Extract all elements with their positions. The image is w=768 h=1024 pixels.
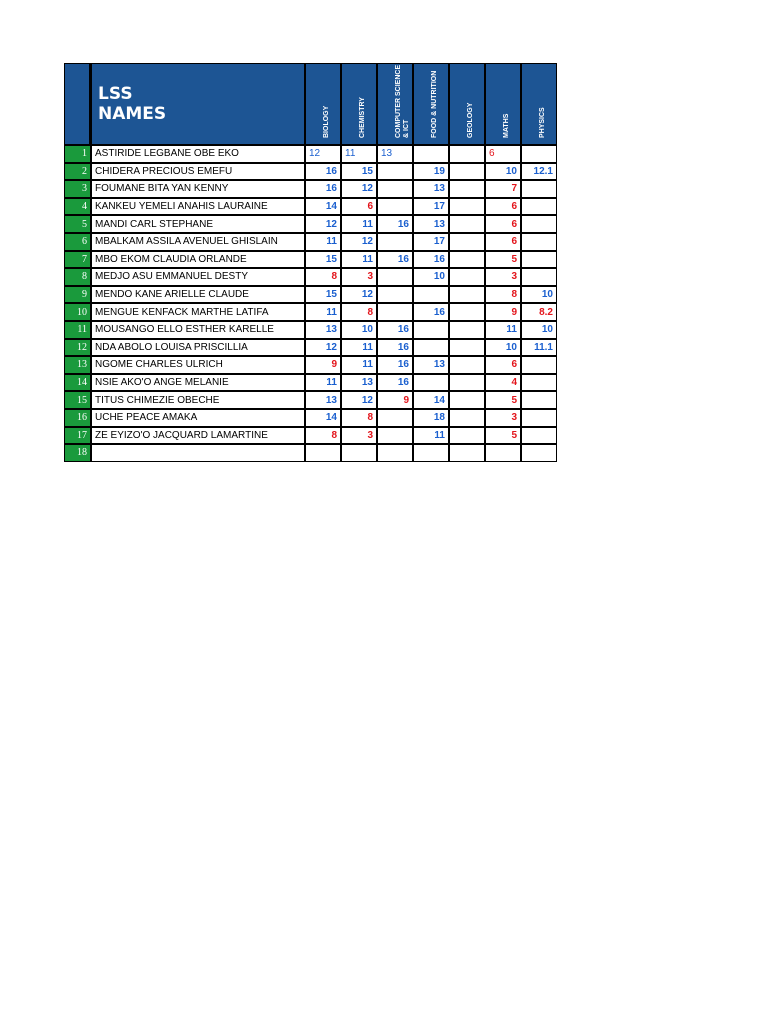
table-row [64, 374, 557, 392]
table-row [64, 444, 557, 462]
score-cell[interactable]: 8 [305, 427, 341, 445]
subject-header-computer-science[interactable] [377, 63, 413, 145]
score-cell[interactable]: 14 [413, 391, 449, 409]
score-cell[interactable] [449, 251, 485, 269]
subject-header-maths[interactable] [485, 63, 521, 145]
row-number[interactable]: 9 [64, 286, 91, 304]
score-cell[interactable]: 15 [341, 163, 377, 181]
score-cell[interactable] [521, 268, 557, 286]
score-cell[interactable]: 17 [413, 198, 449, 216]
score-cell[interactable]: 18 [413, 409, 449, 427]
student-name-cell[interactable]: TITUS CHIMEZIE OBECHE [91, 391, 305, 409]
score-cell[interactable]: 12 [341, 286, 377, 304]
score-cell[interactable] [377, 268, 413, 286]
row-number[interactable]: 7 [64, 251, 91, 269]
score-cell[interactable]: 11 [413, 427, 449, 445]
subject-header-food-nutrition[interactable] [413, 63, 449, 145]
score-cell[interactable]: 12 [305, 339, 341, 357]
student-name-cell[interactable]: NDA ABOLO LOUISA PRISCILLIA [91, 339, 305, 357]
score-cell[interactable]: 16 [413, 251, 449, 269]
row-number[interactable]: 6 [64, 233, 91, 251]
score-cell[interactable]: 11 [341, 251, 377, 269]
score-cell[interactable]: 19 [413, 163, 449, 181]
score-cell[interactable] [449, 391, 485, 409]
score-cell[interactable] [521, 427, 557, 445]
subject-label: FOOD & NUTRITION [431, 70, 438, 138]
score-cell[interactable] [449, 339, 485, 357]
score-cell[interactable]: 6 [485, 145, 521, 163]
score-cell[interactable]: 12 [341, 233, 377, 251]
score-cell[interactable]: 4 [485, 374, 521, 392]
score-cell[interactable] [449, 198, 485, 216]
score-cell[interactable]: 8 [341, 409, 377, 427]
score-cell[interactable] [521, 251, 557, 269]
score-cell[interactable]: 7 [485, 180, 521, 198]
score-cell[interactable]: 15 [305, 251, 341, 269]
score-cell[interactable] [449, 427, 485, 445]
score-cell[interactable] [449, 374, 485, 392]
student-name-cell[interactable]: UCHE PEACE AMAKA [91, 409, 305, 427]
score-cell[interactable]: 13 [413, 180, 449, 198]
subject-label: COMPUTER SCIENCE & ICT [395, 64, 410, 138]
score-cell[interactable]: 16 [377, 251, 413, 269]
score-cell[interactable]: 16 [377, 356, 413, 374]
score-cell[interactable]: 13 [305, 321, 341, 339]
score-cell[interactable] [377, 286, 413, 304]
score-cell[interactable]: 11 [305, 303, 341, 321]
table-row [64, 391, 557, 409]
score-cell[interactable] [521, 198, 557, 216]
score-cell[interactable] [449, 286, 485, 304]
score-cell[interactable] [413, 444, 449, 462]
student-name-cell[interactable]: NSIE AKO'O ANGE MELANIE [91, 374, 305, 392]
score-cell[interactable]: 13 [305, 391, 341, 409]
table-row [64, 339, 557, 357]
score-cell[interactable]: 10 [485, 339, 521, 357]
header-title-line2: NAMES [98, 104, 167, 124]
table-row [64, 215, 557, 233]
student-name-cell[interactable]: MBO EKOM CLAUDIA ORLANDE [91, 251, 305, 269]
score-cell[interactable] [341, 444, 377, 462]
score-cell[interactable] [377, 233, 413, 251]
score-cell[interactable]: 11 [341, 215, 377, 233]
row-number[interactable]: 8 [64, 268, 91, 286]
score-cell[interactable] [377, 198, 413, 216]
subject-label: BIOLOGY [323, 105, 330, 138]
row-number[interactable]: 11 [64, 321, 91, 339]
score-cell[interactable]: 8 [305, 268, 341, 286]
score-cell[interactable]: 14 [305, 198, 341, 216]
score-cell[interactable] [449, 233, 485, 251]
student-name-cell[interactable]: NGOME CHARLES ULRICH [91, 356, 305, 374]
score-cell[interactable]: 5 [485, 427, 521, 445]
score-cell[interactable] [521, 233, 557, 251]
score-cell[interactable] [449, 409, 485, 427]
table-row [64, 163, 557, 181]
header-row [64, 63, 557, 145]
score-cell[interactable]: 3 [485, 409, 521, 427]
score-cell[interactable]: 12 [341, 391, 377, 409]
score-cell[interactable] [449, 215, 485, 233]
score-cell[interactable]: 10 [413, 268, 449, 286]
student-name-cell[interactable]: MENDO KANE ARIELLE CLAUDE [91, 286, 305, 304]
student-name-cell[interactable]: MENGUE KENFACK MARTHE LATIFA [91, 303, 305, 321]
score-cell[interactable]: 3 [485, 268, 521, 286]
score-cell[interactable]: 9 [485, 303, 521, 321]
student-name-cell[interactable]: MEDJO ASU EMMANUEL DESTY [91, 268, 305, 286]
score-cell[interactable] [305, 444, 341, 462]
score-cell[interactable]: 13 [413, 215, 449, 233]
subject-label: CHEMISTRY [359, 97, 366, 138]
score-cell[interactable]: 16 [377, 374, 413, 392]
score-cell[interactable]: 16 [377, 215, 413, 233]
subject-header-biology[interactable] [305, 63, 341, 145]
header-corner-cell [64, 63, 91, 145]
subject-header-physics[interactable] [521, 63, 557, 145]
student-name-cell[interactable]: FOUMANE BITA YAN KENNY [91, 180, 305, 198]
row-number[interactable]: 15 [64, 391, 91, 409]
score-cell[interactable] [521, 145, 557, 163]
row-number[interactable]: 3 [64, 180, 91, 198]
score-cell[interactable]: 3 [341, 268, 377, 286]
row-number[interactable]: 16 [64, 409, 91, 427]
score-cell[interactable] [413, 145, 449, 163]
row-number[interactable]: 2 [64, 163, 91, 181]
score-cell[interactable] [413, 339, 449, 357]
score-cell[interactable]: 11 [305, 233, 341, 251]
row-number[interactable]: 10 [64, 303, 91, 321]
row-number[interactable]: 13 [64, 356, 91, 374]
student-name-cell[interactable]: CHIDERA PRECIOUS EMEFU [91, 163, 305, 181]
score-cell[interactable]: 12 [305, 145, 341, 163]
score-cell[interactable] [521, 391, 557, 409]
score-cell[interactable] [521, 374, 557, 392]
score-cell[interactable]: 10 [341, 321, 377, 339]
student-name-cell[interactable]: MBALKAM ASSILA AVENUEL GHISLAIN [91, 233, 305, 251]
score-cell[interactable] [449, 163, 485, 181]
score-cell[interactable] [521, 409, 557, 427]
score-cell[interactable] [485, 444, 521, 462]
score-cell[interactable]: 16 [413, 303, 449, 321]
score-cell[interactable]: 6 [485, 198, 521, 216]
table-row [64, 198, 557, 216]
score-cell[interactable] [449, 145, 485, 163]
table-row [64, 356, 557, 374]
names-column-header[interactable] [91, 63, 305, 145]
score-cell[interactable]: 11.1 [521, 339, 557, 357]
score-cell[interactable]: 10 [485, 163, 521, 181]
score-cell[interactable]: 9 [305, 356, 341, 374]
student-name-cell[interactable]: ZE EYIZO'O JACQUARD LAMARTINE [91, 427, 305, 445]
score-cell[interactable] [521, 444, 557, 462]
score-cell[interactable]: 6 [485, 215, 521, 233]
score-cell[interactable] [377, 409, 413, 427]
student-name-cell[interactable]: MANDI CARL STEPHANE [91, 215, 305, 233]
score-cell[interactable]: 6 [341, 198, 377, 216]
score-cell[interactable] [449, 180, 485, 198]
row-number[interactable]: 1 [64, 145, 91, 163]
score-cell[interactable]: 5 [485, 391, 521, 409]
subject-header-geology[interactable] [449, 63, 485, 145]
subject-label: GEOLOGY [467, 102, 474, 138]
student-name-cell[interactable]: ASTIRIDE LEGBANE OBE EKO [91, 145, 305, 163]
score-cell[interactable]: 10 [521, 321, 557, 339]
score-cell[interactable] [377, 444, 413, 462]
student-name-cell[interactable] [91, 444, 305, 462]
score-cell[interactable]: 13 [413, 356, 449, 374]
table-row [64, 321, 557, 339]
table-row [64, 427, 557, 445]
score-cell[interactable]: 15 [305, 286, 341, 304]
score-cell[interactable] [377, 427, 413, 445]
score-cell[interactable] [377, 180, 413, 198]
row-number[interactable]: 14 [64, 374, 91, 392]
score-cell[interactable]: 6 [485, 356, 521, 374]
score-cell[interactable]: 11 [341, 339, 377, 357]
row-number[interactable]: 5 [64, 215, 91, 233]
row-number[interactable]: 12 [64, 339, 91, 357]
student-name-cell[interactable]: MOUSANGO ELLO ESTHER KARELLE [91, 321, 305, 339]
grades-body [64, 145, 557, 462]
score-cell[interactable]: 9 [377, 391, 413, 409]
score-cell[interactable]: 8.2 [521, 303, 557, 321]
row-number[interactable]: 18 [64, 444, 91, 462]
table-row [64, 303, 557, 321]
score-cell[interactable] [449, 303, 485, 321]
table-row [64, 286, 557, 304]
score-cell[interactable]: 10 [521, 286, 557, 304]
score-cell[interactable]: 14 [305, 409, 341, 427]
score-cell[interactable]: 16 [305, 180, 341, 198]
score-cell[interactable] [377, 303, 413, 321]
grades-table [64, 63, 557, 462]
score-cell[interactable]: 12 [341, 180, 377, 198]
score-cell[interactable] [521, 180, 557, 198]
score-cell[interactable]: 13 [377, 145, 413, 163]
score-cell[interactable] [449, 268, 485, 286]
score-cell[interactable] [521, 215, 557, 233]
score-cell[interactable]: 8 [341, 303, 377, 321]
score-cell[interactable]: 12.1 [521, 163, 557, 181]
score-cell[interactable] [449, 356, 485, 374]
score-cell[interactable]: 6 [485, 233, 521, 251]
grade-sheet [64, 63, 557, 462]
row-number[interactable]: 4 [64, 198, 91, 216]
score-cell[interactable] [521, 356, 557, 374]
score-cell[interactable] [413, 286, 449, 304]
score-cell[interactable]: 17 [413, 233, 449, 251]
score-cell[interactable]: 11 [341, 145, 377, 163]
score-cell[interactable] [413, 374, 449, 392]
row-number[interactable]: 17 [64, 427, 91, 445]
score-cell[interactable] [449, 444, 485, 462]
subject-header-chemistry[interactable] [341, 63, 377, 145]
score-cell[interactable]: 8 [485, 286, 521, 304]
score-cell[interactable]: 16 [377, 321, 413, 339]
score-cell[interactable]: 13 [341, 374, 377, 392]
subject-label: MATHS [503, 113, 510, 138]
table-row [64, 268, 557, 286]
score-cell[interactable]: 16 [377, 339, 413, 357]
score-cell[interactable]: 5 [485, 251, 521, 269]
table-row [64, 251, 557, 269]
header-title-line1: LSS [98, 84, 133, 104]
student-name-cell[interactable]: KANKEU YEMELI ANAHIS LAURAINE [91, 198, 305, 216]
subject-label: PHYSICS [539, 107, 546, 138]
table-row [64, 233, 557, 251]
score-cell[interactable] [449, 321, 485, 339]
table-row [64, 409, 557, 427]
score-cell[interactable]: 11 [341, 356, 377, 374]
score-cell[interactable]: 16 [305, 163, 341, 181]
score-cell[interactable]: 12 [305, 215, 341, 233]
table-row [64, 180, 557, 198]
score-cell[interactable]: 11 [485, 321, 521, 339]
score-cell[interactable] [413, 321, 449, 339]
score-cell[interactable] [377, 163, 413, 181]
score-cell[interactable]: 3 [341, 427, 377, 445]
table-row [64, 145, 557, 163]
score-cell[interactable]: 11 [305, 374, 341, 392]
